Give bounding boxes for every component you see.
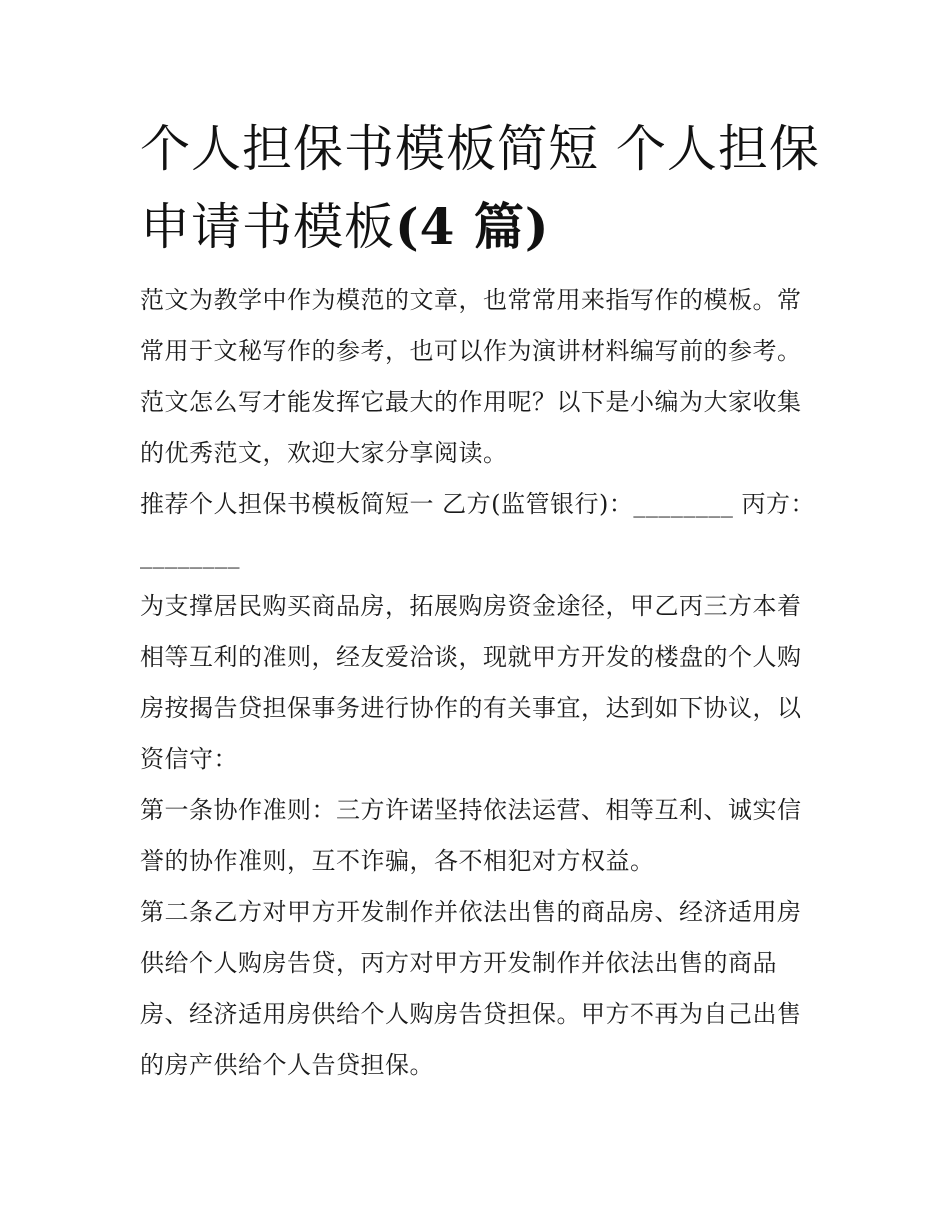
article-one-paragraph: 第一条协作准则：三方许诺坚持依法运营、相等互利、诚实信誉的协作准则，互不诈骗，各不相犯对方权益。 xyxy=(140,796,802,875)
title-count: (4 篇) xyxy=(395,197,550,256)
parties-paragraph: 推荐个人担保书模板简短一 乙方(监管银行)：________ 丙方：________ xyxy=(140,490,815,569)
document-title xyxy=(140,110,830,266)
title-main: 个人担保书模板简短 个人担保申请书模板 xyxy=(140,120,820,256)
purpose-paragraph: 为支撑居民购买商品房，拓展购房资金途径，甲乙丙三方本着相等互利的准则，经友爱洽谈，现就甲方开发的楼盘的个人购房按揭告贷担保事务进行协作的有关事宜，达到如下协议，以资信守： xyxy=(140,592,802,773)
intro-paragraph: 范文为教学中作为模范的文章，也常常用来指写作的模板。常常用于文秘写作的参考，也可以作为演讲材料编写前的参考。范文怎么写才能发挥它最大的作用呢？以下是小编为大家收集的优秀范文，欢迎大家分享阅读。 xyxy=(140,286,802,467)
article-two-paragraph: 第二条乙方对甲方开发制作并依法出售的商品房、经济适用房供给个人购房告贷，丙方对甲方开发制作并依法出售的商品房、经济适用房供给个人购房告贷担保。甲方不再为自己出售的房产供给个人告贷担保。 xyxy=(140,898,802,1079)
